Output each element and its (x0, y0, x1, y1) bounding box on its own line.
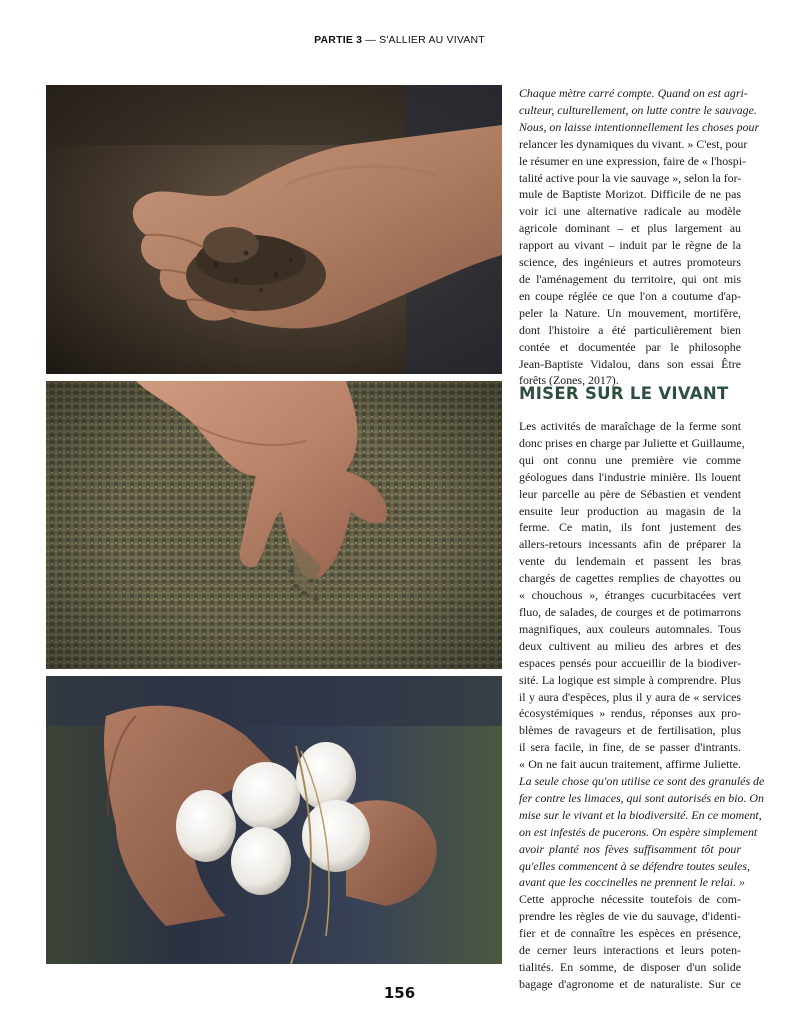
text-line: relancer les dynamiques du vivant. » C'est, pour (519, 136, 748, 151)
text-line: peler la Nature. Un mouvement, mortifère, (519, 305, 741, 320)
text-line: science, des ingénieurs et autres promoteurs (519, 255, 741, 270)
text-line: voir ici une alternative radicale au modèle (519, 204, 741, 219)
text-line: il sera facile, in fine, de se passer d'intrants. (519, 740, 741, 755)
text-line: de cerner leurs interactions et leurs poten- (519, 943, 741, 958)
text-line: magnifiques, aux couleurs automnales. Tous (519, 621, 741, 636)
text-line: le résumer en une expression, faire de « l'hospi- (519, 153, 746, 168)
text-line: Cette approche nécessite toutefois de com- (519, 892, 741, 907)
section-label: S'ALLIER AU VIVANT (379, 34, 485, 46)
text-line: Les activités de maraîchage de la ferme sont (519, 419, 741, 433)
text-line: mule de Baptiste Morizot. Difficile de ne pas (519, 187, 741, 202)
text-line: fluo, de salades, de courges et de potimarrons (519, 604, 741, 619)
text-line: mise sur le vivant et la biodiversité. En ce moment, (519, 807, 762, 822)
text-line: leur parcelle au père de Sébastien et vendent (519, 486, 741, 501)
text-line: ferme. Ce matin, ils font justement des (519, 520, 741, 535)
text-line: culteur, culturellement, on lutte contre le sauvage. (519, 102, 757, 117)
text-line: prendre les règles de vie du sauvage, d'identi- (519, 909, 741, 924)
text-line: fer contre les limaces, qui sont autorisés en bio. On (519, 790, 764, 805)
text-line: qu'elles commencent à se défendre toutes seules, (519, 858, 750, 873)
text-line: Chaque mètre carré compte. Quand on est agri- (519, 86, 748, 100)
text-line: de l'aménagement du territoire, qui ont mis (519, 271, 741, 286)
text-line: deux cultivent au milieu des arbres et des (519, 638, 741, 653)
eggs-photo-illustration (46, 676, 502, 964)
photo-hand-in-lentils (46, 381, 502, 669)
text-column-bottom (519, 418, 765, 993)
text-line: espaces pensés pour accueillir de la biodiver- (519, 655, 741, 670)
text-line: agricole dominant – et plus largement au (519, 221, 741, 236)
text-line: on est infestés de pucerons. On espère simplement (519, 824, 758, 839)
photo-hands-holding-eggs (46, 676, 502, 964)
page-number: 156 (383, 984, 416, 1002)
text-line: contée et documentée par le philosophe (519, 339, 741, 354)
text-line: blèmes de ravageurs et de fertilisation, plus (519, 723, 741, 738)
section-heading: MISER SUR LE VIVANT (519, 384, 729, 403)
running-head (0, 34, 799, 46)
text-line: La seule chose qu'on utilise ce sont des granulés de (519, 774, 765, 789)
text-line: Jean-Baptiste Vidalou, dans son essai Être (519, 356, 741, 371)
text-line: sité. La logique est simple à comprendre. Plus (519, 672, 741, 687)
text-line: fier et de connaître les espèces en présence, (519, 926, 741, 941)
text-line: rapport au vivant – induit par le règne de la (519, 238, 741, 253)
text-line: dont l'histoire a été particulièrement bien (519, 322, 741, 337)
text-line: allers-retours incessants afin de préparer la (519, 537, 741, 552)
text-line: tialités. En somme, de disposer d'un solide (519, 960, 741, 974)
text-line: « On ne fait aucun traitement, affirme Juliette. (519, 757, 741, 772)
text-line: géologues dans l'industrie minière. Ils louent (519, 469, 741, 484)
text-line: « chouchous », étranges cucurbitacées vert (519, 588, 741, 603)
text-line: avant que les coccinelles ne prennent le relai. » (519, 875, 745, 890)
text-line: bagage d'agronome et de naturaliste. Sur ce (519, 976, 741, 991)
text-line: ensuite leur production au magasin de la (519, 503, 741, 518)
text-line: il y aura d'espèces, plus il y aura de « services (519, 689, 741, 704)
text-line: vente du lendemain et passent les bras (519, 554, 741, 569)
text-line: Nous, on laisse intentionnellement les choses pour (519, 119, 760, 134)
soil-photo-illustration (46, 85, 502, 374)
header-separator: — (362, 34, 380, 46)
text-line: donc prises en charge par Juliette et Guillaume, (519, 435, 745, 450)
text-line: chargés de cagettes remplies de chayottes ou (519, 571, 741, 586)
text-line: en coupe réglée ce que l'on a coutume d'ap- (519, 288, 741, 303)
lentils-photo-illustration (46, 381, 502, 669)
text-line: écosystémiques » rendus, réponses aux pro- (519, 706, 741, 721)
text-line: qui ont connu une première vie comme (519, 452, 741, 467)
text-line: talité active pour la vie sauvage », selon la for- (519, 170, 742, 185)
text-column-top (519, 85, 760, 389)
text-line: avoir planté nos fèves suffisamment tôt pour (519, 841, 741, 856)
text-line: forêts (Zones, 2017). (519, 373, 619, 388)
part-label: PARTIE 3 (314, 34, 363, 46)
photo-hand-holding-soil (46, 85, 502, 374)
